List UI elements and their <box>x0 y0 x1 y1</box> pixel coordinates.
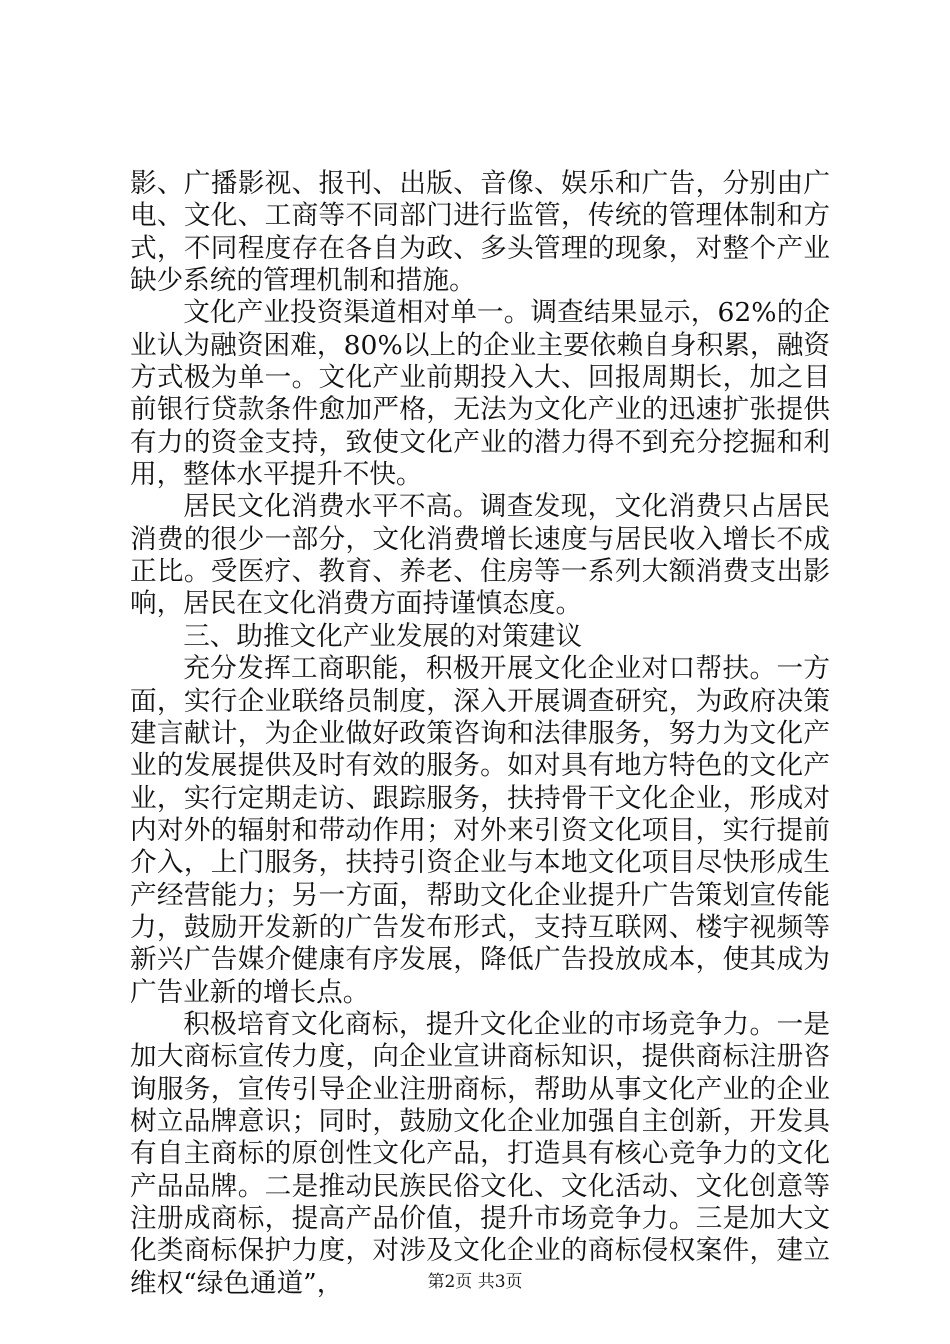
body-text <box>130 168 830 1300</box>
section-heading: 三、助推文化产业发展的对策建议 <box>183 620 583 652</box>
paragraph-consumption-level: 居民文化消费水平不高。调查发现，文化消费只占居民消费的很少一部分，文化消费增长速度与居民收入增长不成正比。受医疗、教育、养老、住房等一系列大额消费支出影响，居民在文化消费方面持谨慎态度。 <box>130 491 830 620</box>
paragraph-business-functions: 充分发挥工商职能，积极开展文化企业对口帮扶。一方面，实行企业联络员制度，深入开展调查研究，为政府决策建言献计，为企业做好政策咨询和法律服务，努力为文化产业的发展提供及时有效的服务。如对具有地方特色的文化产业，实行定期走访、跟踪服务，扶持骨干文化企业，形成对内对外的辐射和带动作用；对外来引资文化项目，实行提前介入，上门服务，扶持引资企业与本地文化项目尽快形成生产经营能力；另一方面，帮助文化企业提升广告策划宣传能力，鼓励开发新的广告发布形式，支持互联网、楼宇视频等新兴广告媒介健康有序发展，降低广告投放成本，使其成为广告业新的增长点。 <box>130 653 830 1008</box>
paragraph-continuation: 影、广播影视、报刊、出版、音像、娱乐和广告，分别由广电、文化、工商等不同部门进行监管，传统的管理体制和方式，不同程度存在各自为政、多头管理的现象，对整个产业缺少系统的管理机制和措施。 <box>130 168 830 297</box>
paragraph-trademark: 积极培育文化商标，提升文化企业的市场竞争力。一是加大商标宣传力度，向企业宣讲商标知识，提供商标注册咨询服务，宣传引导企业注册商标，帮助从事文化产业的企业树立品牌意识；同时，鼓励文化企业加强自主创新，开发具有自主商标的原创性文化产品，打造具有核心竞争力的文化产品品牌。二是推动民族民俗文化、文化活动、文化创意等注册成商标，提高产品价值，提升市场竞争力。三是加大文化类商标保护力度，对涉及文化企业的商标侵权案件，建立维权“绿色通道”， <box>130 1008 830 1299</box>
page-number: 第2页 共3页 <box>427 1272 523 1292</box>
paragraph-investment-channels: 文化产业投资渠道相对单一。调查结果显示，62%的企业认为融资困难，80%以上的企业主要依赖自身积累，融资方式极为单一。文化产业前期投入大、回报周期长，加之目前银行贷款条件愈加严格，无法为文化产业的迅速扩张提供有力的资金支持，致使文化产业的潜力得不到充分挖掘和利用，整体水平提升不快。 <box>130 297 830 491</box>
